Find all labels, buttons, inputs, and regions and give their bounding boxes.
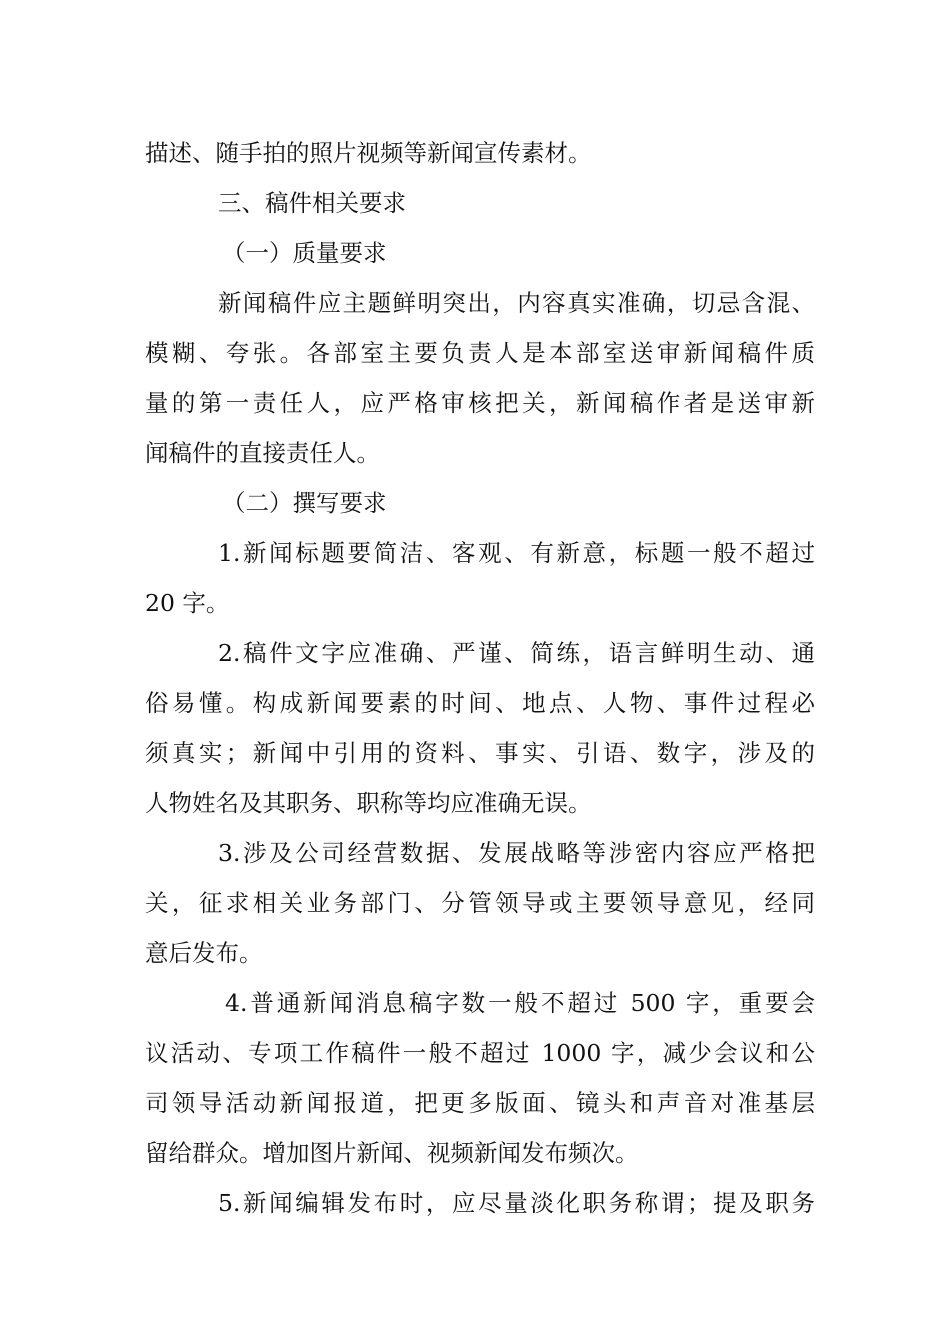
list-item-4-line: 4.普通新闻消息稿字数一般不超过 500 字，重要会 <box>225 989 815 1017</box>
paragraph-line-continuation: 描述、随手拍的照片视频等新闻宣传素材。 <box>145 139 592 167</box>
list-item-2-line: 人物姓名及其职务、职称等均应准确无误。 <box>145 789 592 817</box>
list-item-4-line: 司领导活动新闻报道，把更多版面、镜头和声音对准基层 <box>145 1089 815 1117</box>
subsection-heading-quality: （一）质量要求 <box>222 239 387 267</box>
subsection-heading-writing: （二）撰写要求 <box>222 489 387 517</box>
list-item-4-line: 留给群众。增加图片新闻、视频新闻发布频次。 <box>145 1139 639 1167</box>
list-item-4-line: 议活动、专项工作稿件一般不超过 1000 字，减少会议和公 <box>145 1039 815 1067</box>
list-item-3-line: 关，征求相关业务部门、分管领导或主要领导意见，经同 <box>145 889 815 917</box>
list-item-2-line: 俗易懂。构成新闻要素的时间、地点、人物、事件过程必 <box>145 689 815 717</box>
paragraph-line: 新闻稿件应主题鲜明突出，内容真实准确，切忌含混、 <box>218 289 815 317</box>
paragraph-line: 模糊、夸张。各部室主要负责人是本部室送审新闻稿件质 <box>145 339 815 367</box>
list-item-2-line: 2.稿件文字应准确、严谨、简练，语言鲜明生动、通 <box>218 639 815 667</box>
paragraph-line: 闻稿件的直接责任人。 <box>145 439 380 467</box>
section-heading-three: 三、稿件相关要求 <box>218 189 406 217</box>
list-item-2-line: 须真实；新闻中引用的资料、事实、引语、数字，涉及的 <box>145 739 815 767</box>
list-item-5-line: 5.新闻编辑发布时，应尽量淡化职务称谓；提及职务 <box>218 1189 815 1217</box>
list-item-3-line: 意后发布。 <box>145 939 263 967</box>
document-body <box>145 128 815 1228</box>
list-item-3-line: 3.涉及公司经营数据、发展战略等涉密内容应严格把 <box>218 839 815 867</box>
list-item-1-line: 20 字。 <box>145 589 230 617</box>
list-item-1-line: 1.新闻标题要简洁、客观、有新意，标题一般不超过 <box>218 539 815 567</box>
paragraph-line: 量的第一责任人，应严格审核把关，新闻稿作者是送审新 <box>145 389 815 417</box>
